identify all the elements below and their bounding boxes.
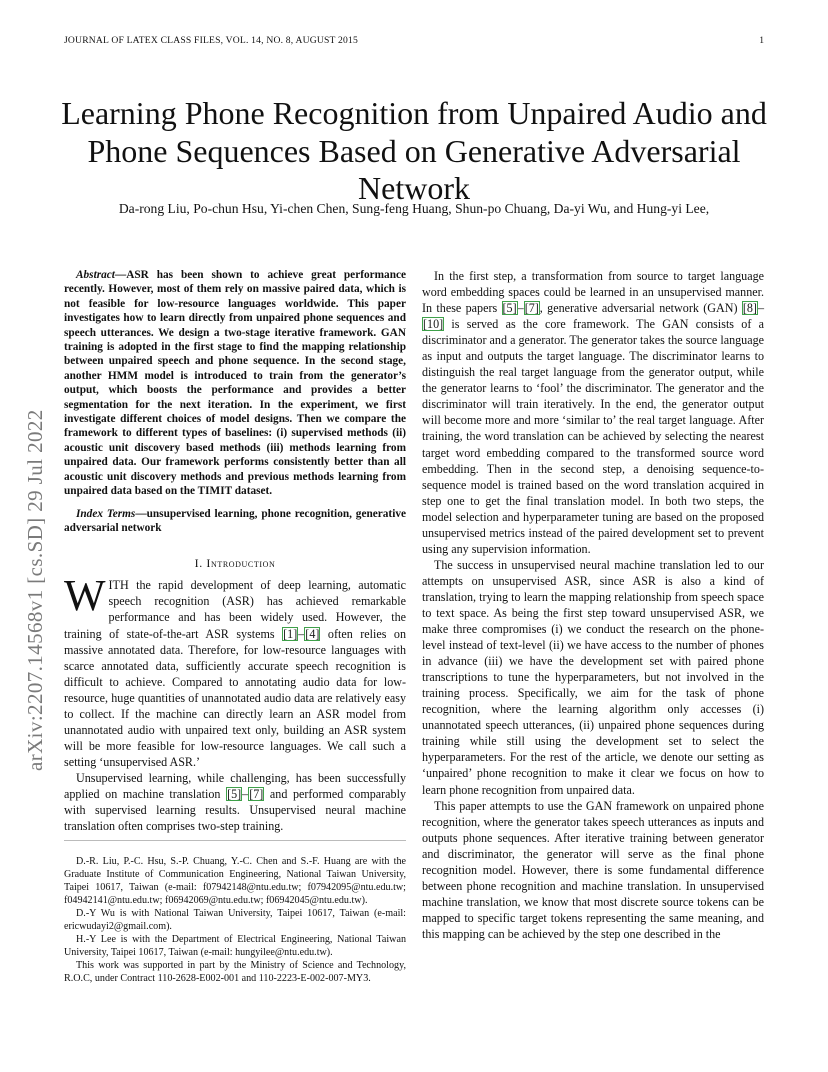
citation-link[interactable]: [10] [423,317,444,332]
arxiv-identifier[interactable]: arXiv:2207.14568v1 [cs.SD] 29 Jul 2022 [23,409,47,771]
section-heading-introduction [64,555,406,571]
paragraph-text: and performed comparably with supervised learning results. Unsupervised neural machine translation often comprises two-step training. [64,786,406,834]
intro-paragraph-5: This paper attempts to use the GAN framework on unpaired phone recognition, where the generator takes speech utterances as inputs and outputs phone sequences. After iterative training between generator and discriminator, the generator will serve as the final phone recognition model. However, there is some fundamental difference between phone recognition and machine translation. In unsupervised machine translation, we know that most discrete source tokens can be mapped to specific target tokens representing the same meaning, and this mapping can be achieved by the step one described in the [422,798,764,941]
citation-link[interactable]: [5] [502,301,517,316]
intro-paragraph-3 [422,268,764,557]
paper-title: Learning Phone Recognition from Unpaired Audio and Phone Sequences Based on Generative Adversarial Network [61,95,767,207]
index-terms [64,507,406,536]
intro-paragraph-1 [64,571,406,770]
footnote-funding: This work was supported in part by the Ministry of Science and Technology, R.O.C, under Contract 110-2628-E002-001 and 110-2223-E-002-007-MY3. [64,960,406,984]
drop-cap: W [64,571,106,621]
index-terms-lead: Index Terms [76,507,136,520]
section-title: Introduction [206,556,276,571]
footnote-divider [64,840,406,841]
citation-dash: – [517,301,524,316]
paragraph-text: often relies on massive annotated data. Therefore, for low-resource languages with scarce annotated data, sufficiently accurate speech recognition is difficult to achieve. Compared to annotating audio data for low-resource, huge quantities of unannotated audio data are relatively easy to collect. If the machine can directly learn an ASR model from unannotated audio with unpaired text only, building an ASR system will be more feasible for low-resource languages. We call such a setting ‘unsupervised ASR.’ [64,626,406,769]
citation-link[interactable]: [8] [742,301,757,316]
footnote-affiliation: D.-R. Liu, P.-C. Hsu, S.-P. Chuang, Y.-C. Chen and S.-F. Huang are with the Graduate Institute of Communication Engineering, National Taiwan University, Taipei 10617, Taiwan (e-mail: f07942148@ntu.edu.tw; f07942095@ntu.edu.tw; f04942141@ntu.edu.tw; f06942069@ntu.edu.tw; f06942045@ntu.edu.tw). [64,856,406,906]
citation-link[interactable]: [1] [283,626,298,641]
citation-dash: – [242,786,249,801]
running-head: JOURNAL OF LATEX CLASS FILES, VOL. 14, NO. 8, AUGUST 2015 [64,35,358,46]
index-terms-text: —unsupervised learning, phone recognition, generative adversarial network [64,507,406,534]
right-column [422,268,764,942]
paragraph-text: Unsupervised learning, while challenging, has been successfully applied on machine translation [64,770,406,801]
citation-link[interactable]: [7] [524,301,539,316]
citation-dash: – [298,626,305,641]
citation-link[interactable]: [5] [227,786,242,801]
footnotes [64,855,406,985]
paragraph-text: , generative adversarial network (GAN) [539,301,742,316]
citation-link[interactable]: [7] [249,786,264,801]
footnote-affiliation: D.-Y Wu is with National Taiwan University, Taipei 10617, Taiwan (e-mail: ericwudayi2@gmail.com). [64,908,406,932]
author-list: Da-rong Liu, Po-chun Hsu, Yi-chen Chen, Sung-feng Huang, Shun-po Chuang, Da-yi Wu, and Hung-yi Lee, [118,201,710,216]
citation-dash: – [757,301,764,316]
citation-link[interactable]: [4] [305,626,320,641]
paragraph-text: ITH the rapid development of deep learning, automatic speech recognition (ASR) has achieved remarkable performance and has been widely used. However, the training of state-of-the-art ASR systems [64,578,406,641]
paragraph-text: is served as the core framework. The GAN consists of a discriminator and a generator. The generator takes the source language as input and outputs the target language. The discriminator learns to distinguish the real target language from the generator output, while the generator learns to ‘fool’ the discriminator. The generator and the discriminator will train iteratively. In the end, the generator output will become more and more ‘similar to’ the real target language. After training, the word translation can be achieved by selecting the nearest target word embedding compared to the transformed source word embedding. Then in the second step, a denoising sequence-to-sequence model is trained based on the word translation acquired in step one to get the final translation model. In both two steps, the model selection and hyperparameter tuning are based on the proposed unsupervised metrics instead of the paired development set to prevent using any supervision information. [422,317,764,556]
intro-paragraph-4: The success in unsupervised neural machine translation led to our attempts on unsupervised ASR, since ASR is also a kind of translation, trying to learn the mapping relationship from speech space to text space. As being the first step toward unsupervised ASR, we make three compromises (i) we conduct the research on the phone-level instead of text-level (ii) we have access to the number of phones in advance (iii) we have the development set with paired phone transcriptions to tune the hyperparameters, but not involved in the training process. Specifically, we aim for the task of phone recognition, where the learning algorithm only accesses (i) unannotated speech utterances, (ii) unpaired phone sequences during training while still using the development set to select the hyperparameters. For the rest of the article, we denote our setting as ‘unpaired’ phone recognition to make it clear we focus on how to learn phone recognition from unpaired data. [422,557,764,797]
left-column [64,268,406,834]
abstract-text: —ASR has been shown to achieve great performance recently. However, most of them rely on massive paired data, which is not feasible for low-resource languages worldwide. This paper investigates how to learn directly from unpaired phone sequences and speech utterances. We design a two-stage iterative framework. GAN training is adopted in the first stage to find the mapping relationship between unpaired speech and phone sequence. In the second stage, another HMM model is introduced to train from the generator’s output, which boosts the performance and provides a better segmentation for the next iteration. In the experiment, we first investigate different choices of model designs. Then we compare the framework to different types of baselines: (i) supervised methods (ii) acoustic unit discovery based methods (iii) methods learning from unpaired data. Our framework performs consistently better than all acoustic unit discovery methods and previous methods learning from unpaired data based on the TIMIT dataset. [64,269,406,498]
abstract [64,268,406,499]
page-number: 1 [759,35,764,46]
footnote-affiliation: H.-Y Lee is with the Department of Electrical Engineering, National Taiwan University, Taipei 10617, Taiwan (e-mail: hungyilee@ntu.edu.tw). [64,934,406,958]
paragraph-text: In the first step, a transformation from source to target language word embedding spaces could be learned in an unsupervised manner. In these papers [422,269,764,316]
intro-paragraph-2 [64,770,406,834]
abstract-lead: Abstract [76,269,115,281]
section-numeral: I. [194,556,207,571]
